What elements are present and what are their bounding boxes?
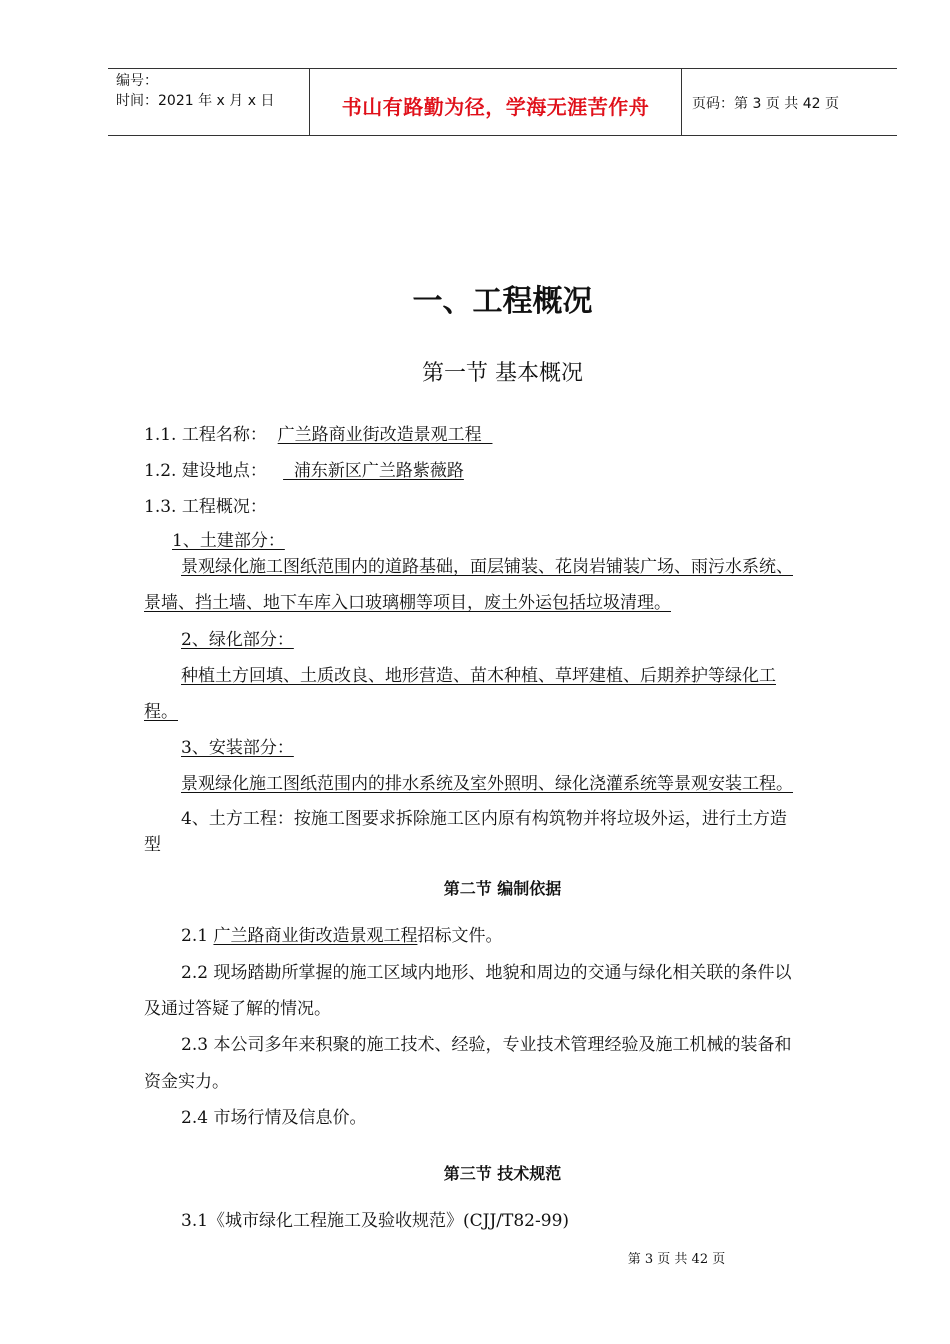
header-motto: 书山有路勤为径，学海无涯苦作舟 (341, 95, 650, 119)
page-footer: 第 3 页 共 42 页 (627, 1252, 726, 1267)
section-3-heading: 第三节 技术规范 (443, 1164, 562, 1183)
subsection-install-text: 景观绿化施工图纸范围内的排水系统及室外照明、绿化浇灌系统等景观安装工程。 (181, 774, 793, 794)
subsection-greening-title: 2、绿化部分： (181, 630, 294, 650)
basis-item-2-1-number: 2.1 (181, 926, 214, 946)
item-1-2-label: 1.2. 建设地点： (144, 461, 267, 481)
subsection-greening-text: 种植土方回填、土质改良、地形营造、苗木种植、草坪建植、后期养护等绿化工 (181, 666, 776, 686)
basis-item-2-1-project: 广兰路商业街改造景观工程 (213, 926, 418, 946)
project-location-value: 浦东新区广兰路紫薇路 (283, 461, 464, 481)
subsection-civil-text: 景观绿化施工图纸范围内的道路基础，面层铺装、花岗岩铺装广场、雨污水系统、 (181, 557, 793, 577)
basis-item-2-3-cont: 资金实力。 (144, 1072, 229, 1092)
header-date: 时间：2021 年 x 月 x 日 (116, 93, 275, 109)
subsection-civil-title: 1、土建部分： (172, 531, 285, 551)
basis-item-2-4: 2.4 市场行情及信息价。 (181, 1108, 367, 1128)
subsection-install-title: 3、安装部分： (181, 738, 294, 758)
spec-item-3-1: 3.1《城市绿化工程施工及验收规范》(CJJ/T82-99) (181, 1211, 570, 1231)
section-2-heading: 第二节 编制依据 (443, 879, 562, 898)
document-title: 一、工程概况 (412, 284, 593, 319)
project-name-value: 广兰路商业街改造景观工程 (277, 425, 493, 445)
page-header (108, 68, 897, 136)
basis-item-2-1-suffix: 招标文件。 (417, 926, 503, 946)
basis-item-2-3: 2.3 本公司多年来积聚的施工技术、经验，专业技术管理经验及施工机械的装备和 (181, 1035, 792, 1055)
item-1-3: 1.3. 工程概况： (144, 497, 267, 517)
basis-item-2-2: 2.2 现场踏勘所掌握的施工区域内地形、地貌和周边的交通与绿化相关联的条件以 (181, 963, 792, 983)
item-1-2 (144, 456, 464, 481)
header-number: 编号： (116, 73, 158, 89)
header-meta (116, 71, 274, 111)
subsection-greening-text: 程。 (144, 702, 178, 722)
subsection-earthwork-text: 型 (144, 835, 161, 855)
item-1-1 (144, 420, 492, 445)
section-1-heading: 第一节 基本概况 (422, 361, 583, 386)
subsection-civil-text: 景墙、挡土墙、地下车库入口玻璃棚等项目，废土外运包括垃圾清理。 (144, 593, 671, 613)
header-divider (681, 69, 682, 135)
header-page-number: 页码：第 3 页 共 42 页 (692, 96, 839, 112)
basis-item-2-1 (181, 921, 502, 946)
subsection-earthwork-text: 4、土方工程：按施工图要求拆除施工区内原有构筑物并将垃圾外运，进行土方造 (181, 809, 787, 829)
item-1-1-label: 1.1. 工程名称： (144, 425, 267, 445)
basis-item-2-2-cont: 及通过答疑了解的情况。 (144, 999, 331, 1019)
